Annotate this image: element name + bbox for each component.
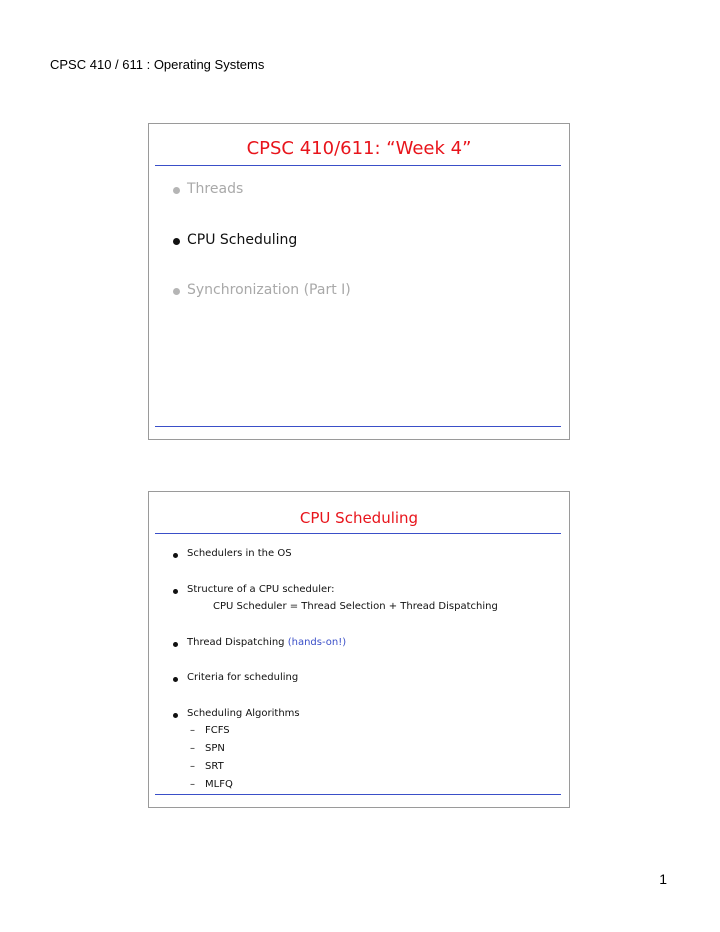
bullet-dot-icon bbox=[173, 187, 180, 194]
bullet-text: CPU Scheduling bbox=[187, 232, 298, 248]
footer-rule bbox=[155, 426, 561, 427]
hands-on-note: (hands-on!) bbox=[287, 637, 347, 648]
scheduler-equation: CPU Scheduler = Thread Selection + Thread Dispatching bbox=[213, 601, 498, 612]
bullet-text: Scheduling Algorithms bbox=[187, 708, 300, 719]
bullet-text: Thread Dispatching (hands-on!) bbox=[187, 637, 347, 648]
slide-title: CPU Scheduling bbox=[299, 509, 419, 527]
bullet-dot-icon bbox=[173, 288, 180, 295]
bullet-text: Structure of a CPU scheduler: bbox=[187, 584, 335, 595]
bullet-dot-icon bbox=[173, 677, 178, 682]
page-number: 1 bbox=[659, 871, 667, 887]
bullet-text: Criteria for scheduling bbox=[187, 672, 299, 683]
page-header: CPSC 410 / 611 : Operating Systems bbox=[50, 57, 265, 72]
slide-title: CPSC 410/611: “Week 4” bbox=[246, 138, 472, 159]
footer-rule bbox=[155, 794, 561, 795]
slide-cpu-scheduling: CPU Scheduling Schedulers in the OS Structure of a CPU scheduler: CPU Scheduler = Thread Selection + Thread Dispatching Thread Dispatching (hands-on!) Criteria for scheduling Scheduling Algorithms – FCFS – SPN – SRT – MLFQ bbox=[148, 491, 570, 808]
slide-week-4 bbox=[148, 123, 570, 440]
bullet-dot-icon bbox=[173, 589, 178, 594]
bullet-dot-icon bbox=[173, 713, 178, 718]
bullet-dot-icon bbox=[173, 238, 180, 245]
bullet-dot-icon bbox=[173, 553, 178, 558]
bullet-text: Schedulers in the OS bbox=[187, 548, 292, 559]
title-rule bbox=[155, 165, 561, 166]
bullet-text: Threads bbox=[187, 181, 244, 197]
title-rule bbox=[155, 533, 561, 534]
bullet-text: Synchronization (Part I) bbox=[187, 282, 351, 298]
bullet-dot-icon bbox=[173, 642, 178, 647]
